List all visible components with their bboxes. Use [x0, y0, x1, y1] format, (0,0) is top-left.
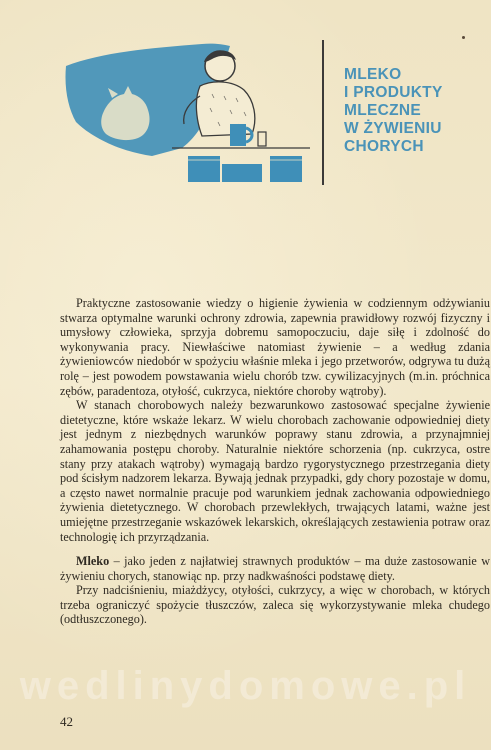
title-line: MLEKO — [344, 66, 402, 83]
pitcher — [230, 124, 246, 146]
chapter-title — [344, 66, 484, 156]
print-speck — [462, 36, 465, 39]
paragraph-milk — [60, 554, 490, 583]
paragraph-fats: Przy nadciśnieniu, miażdżycy, otyłości, cukrzycy, a więc w chorobach, w których trzeba ograniczyć spożycie tłuszczów, zaleca się wykorzystywanie mleka chudego (odtłuszczonego). — [60, 583, 490, 627]
paragraph-diet: W stanach chorobowych należy bezwarunkowo zastosować specjalne żywienie dietetyczne, które wskaże lekarz. W wielu chorobach zachowanie odpowiedniej diety jest jednym z niezbędnych warunków poprawy stanu zdrowia, a przynajmniej zahamowania postępu choroby. Naturalnie niektóre schorzenia (np. cukrzyca, ostre stany przy atakach wątroby) wymagają bardzo rygorystycznego przestrzegania diety pod ścisłym nadzorem lekarza. Bywają jednak przypadki, gdy chory pozostaje w domu, a często nawet normalnie pracuje pod warunkiem jednak zachowania odpowiedniego żywienia dietetycznego. W chorobach przewlekłych, trwających latami, ważne jest umiejętne przestrzeganie wskazówek lekarskich, określających zestawienia potraw oraz technologię ich przyrządzania. — [60, 398, 490, 544]
title-line: W ŻYWIENIU — [344, 120, 442, 137]
title-line: CHORYCH — [344, 138, 424, 155]
watermark: wedlinydomowe.pl — [19, 664, 472, 708]
bottle — [258, 132, 266, 146]
title-divider — [322, 40, 324, 185]
page-number: 42 — [60, 714, 73, 729]
stool-middle — [222, 164, 262, 182]
illustration-child-with-cat — [62, 38, 314, 188]
milk-lead-word: Mleko — [76, 554, 110, 569]
paragraph-intro: Praktyczne zastosowanie wiedzy o higienie żywienia w codziennym odżywianiu stwarza optymalne warunki ochrony zdrowia, zapewnia prawidłowy rozwój fizyczny i umysłowy człowieka, sprzyja dobremu samopoczuciu, daje siłę i zdolność do wykonywania pracy. Niewłaściwe natomiast żywienie – a według zdania żywieniowców niedobór w spożyciu właśnie mleka i jego przetworów, odgrywa tu dużą rolę – jest powodem powstawania wielu chorób tzw. cywilizacyjnych (m.in. próchnica zębów, paradentoza, otyłość, cukrzyca, niektóre choroby wątroby). — [60, 296, 490, 398]
title-line: MLECZNE — [344, 102, 422, 119]
milk-paragraph-text: – jako jeden z najłatwiej strawnych produktów – ma duże zastosowanie w żywieniu chorych, stanowiąc np. przy nadkwaśności podstawę diety. — [60, 554, 490, 583]
body-text — [60, 296, 490, 627]
title-line: I PRODUKTY — [344, 84, 443, 101]
